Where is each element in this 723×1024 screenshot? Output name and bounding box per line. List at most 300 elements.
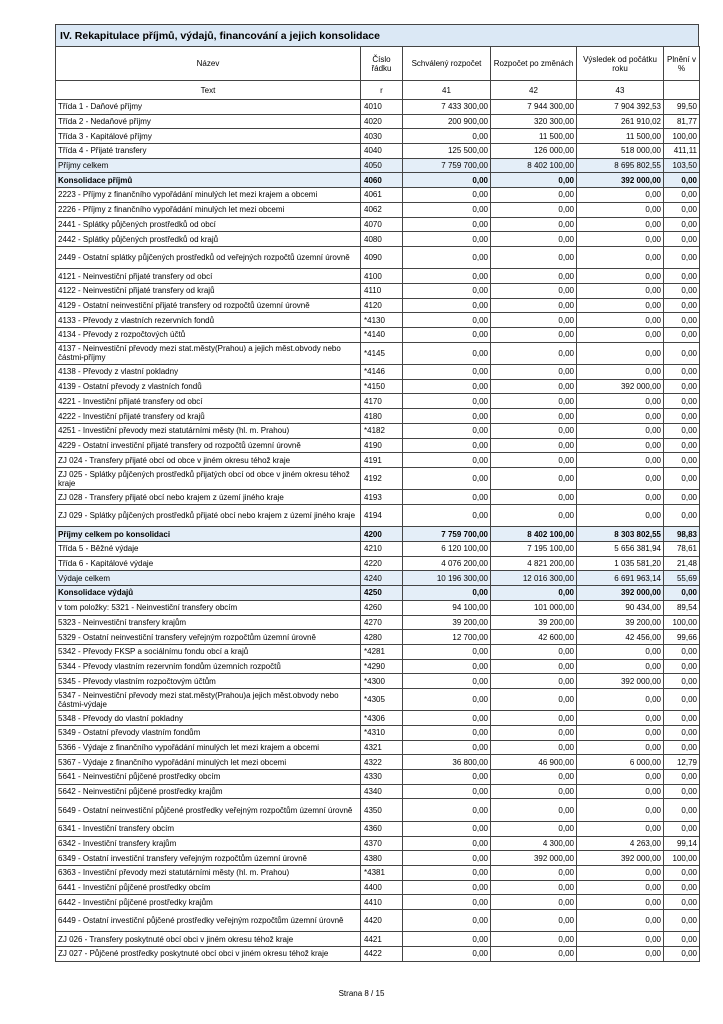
row-revised: 0,00	[491, 394, 577, 409]
row-approved: 0,00	[403, 784, 491, 799]
row-result: 0,00	[577, 726, 664, 741]
row-name: 4129 - Ostatní neinvestiční přijaté transfery od rozpočtů územní úrovně	[56, 298, 361, 313]
row-revised: 0,00	[491, 328, 577, 343]
row-approved: 0,00	[403, 232, 491, 247]
row-result: 0,00	[577, 467, 664, 489]
table-row	[56, 821, 700, 836]
row-approved: 0,00	[403, 674, 491, 689]
row-name: 4251 - Investiční převody mezi statutárními městy (hl. m. Prahou)	[56, 423, 361, 438]
subheader-cell: Text	[56, 81, 361, 100]
row-name: Třída 6 - Kapitálové výdaje	[56, 556, 361, 571]
row-percent: 0,00	[664, 490, 700, 505]
table-row	[56, 527, 700, 542]
table-row	[56, 158, 700, 173]
row-result: 261 910,02	[577, 114, 664, 129]
row-result: 0,00	[577, 298, 664, 313]
page-footer: Strana 8 / 15	[338, 989, 385, 998]
row-code: 4180	[361, 409, 403, 424]
row-percent: 0,00	[664, 674, 700, 689]
table-row	[56, 202, 700, 217]
row-code: *4381	[361, 865, 403, 880]
col-header-revised: Rozpočet po změnách	[491, 47, 577, 81]
recap-table	[55, 46, 700, 962]
row-result: 5 656 381,94	[577, 542, 664, 557]
table-row	[56, 298, 700, 313]
row-percent: 12,79	[664, 755, 700, 770]
row-result: 0,00	[577, 821, 664, 836]
row-revised: 320 300,00	[491, 114, 577, 129]
row-code: *4300	[361, 674, 403, 689]
row-revised: 0,00	[491, 740, 577, 755]
row-percent: 0,00	[664, 202, 700, 217]
row-revised: 0,00	[491, 932, 577, 947]
row-name: 4133 - Převody z vlastních rezervních fondů	[56, 313, 361, 328]
row-code: 4210	[361, 542, 403, 557]
row-result: 0,00	[577, 328, 664, 343]
row-percent: 0,00	[664, 423, 700, 438]
row-revised: 0,00	[491, 438, 577, 453]
row-percent: 0,00	[664, 688, 700, 710]
row-result: 8 695 802,55	[577, 158, 664, 173]
row-percent: 0,00	[664, 217, 700, 232]
row-revised: 0,00	[491, 784, 577, 799]
row-revised: 0,00	[491, 298, 577, 313]
row-percent: 0,00	[664, 342, 700, 364]
row-code: 4040	[361, 144, 403, 159]
row-revised: 11 500,00	[491, 129, 577, 144]
row-percent: 0,00	[664, 644, 700, 659]
row-code: 4100	[361, 269, 403, 284]
row-percent: 100,00	[664, 851, 700, 866]
table-row	[56, 600, 700, 615]
row-percent: 0,00	[664, 365, 700, 380]
row-result: 0,00	[577, 932, 664, 947]
row-result: 0,00	[577, 799, 664, 821]
row-code: *4146	[361, 365, 403, 380]
row-code: *4290	[361, 659, 403, 674]
row-code: 4380	[361, 851, 403, 866]
row-revised: 0,00	[491, 947, 577, 962]
row-code: 4220	[361, 556, 403, 571]
row-revised: 0,00	[491, 379, 577, 394]
table-row	[56, 542, 700, 557]
row-result: 4 263,00	[577, 836, 664, 851]
row-revised: 126 000,00	[491, 144, 577, 159]
row-result: 8 303 802,55	[577, 527, 664, 542]
table-row	[56, 726, 700, 741]
row-result: 0,00	[577, 659, 664, 674]
row-revised: 0,00	[491, 423, 577, 438]
row-revised: 0,00	[491, 232, 577, 247]
row-revised: 39 200,00	[491, 615, 577, 630]
row-approved: 0,00	[403, 490, 491, 505]
row-approved: 0,00	[403, 188, 491, 203]
row-approved: 0,00	[403, 659, 491, 674]
row-percent: 0,00	[664, 659, 700, 674]
row-name: 5349 - Ostatní převody vlastním fondům	[56, 726, 361, 741]
row-percent: 0,00	[664, 328, 700, 343]
row-code: 4080	[361, 232, 403, 247]
row-approved: 0,00	[403, 246, 491, 268]
row-name: 4139 - Ostatní převody z vlastních fondů	[56, 379, 361, 394]
row-approved: 39 200,00	[403, 615, 491, 630]
row-result: 11 500,00	[577, 129, 664, 144]
row-percent: 0,00	[664, 409, 700, 424]
table-row	[56, 851, 700, 866]
row-code: 4090	[361, 246, 403, 268]
row-result: 0,00	[577, 409, 664, 424]
row-code: 4010	[361, 100, 403, 115]
row-result: 0,00	[577, 490, 664, 505]
row-name: 4138 - Převody z vlastní pokladny	[56, 365, 361, 380]
row-approved: 0,00	[403, 880, 491, 895]
row-percent: 0,00	[664, 269, 700, 284]
row-result: 0,00	[577, 232, 664, 247]
row-result: 0,00	[577, 644, 664, 659]
row-approved: 0,00	[403, 895, 491, 910]
row-result: 90 434,00	[577, 600, 664, 615]
table-row	[56, 313, 700, 328]
row-code: 4350	[361, 799, 403, 821]
row-revised: 101 000,00	[491, 600, 577, 615]
row-name: 5649 - Ostatní neinvestiční půjčené prostředky veřejným rozpočtům územní úrovně	[56, 799, 361, 821]
subheader-cell	[664, 81, 700, 100]
row-result: 0,00	[577, 269, 664, 284]
row-name: 5323 - Neinvestiční transfery krajům	[56, 615, 361, 630]
row-name: 4222 - Investiční přijaté transfery od krajů	[56, 409, 361, 424]
row-percent: 99,14	[664, 836, 700, 851]
row-code: 4193	[361, 490, 403, 505]
row-name: ZJ 024 - Transfery přijaté obcí od obce v jiném okresu téhož kraje	[56, 453, 361, 468]
row-code: 4340	[361, 784, 403, 799]
table-row	[56, 688, 700, 710]
row-percent: 55,69	[664, 571, 700, 586]
row-result: 0,00	[577, 423, 664, 438]
row-percent: 0,00	[664, 895, 700, 910]
row-code: 4061	[361, 188, 403, 203]
row-code: 4200	[361, 527, 403, 542]
row-name: 5641 - Neinvestiční půjčené prostředky obcím	[56, 770, 361, 785]
row-code: 4194	[361, 504, 403, 526]
row-code: 4110	[361, 283, 403, 298]
row-result: 0,00	[577, 880, 664, 895]
row-percent: 103,50	[664, 158, 700, 173]
table-row	[56, 114, 700, 129]
row-revised: 0,00	[491, 674, 577, 689]
row-result: 0,00	[577, 784, 664, 799]
row-name: Konsolidace příjmů	[56, 173, 361, 188]
row-percent: 0,00	[664, 799, 700, 821]
row-approved: 0,00	[403, 851, 491, 866]
row-code: 4260	[361, 600, 403, 615]
row-percent: 0,00	[664, 726, 700, 741]
row-code: 4070	[361, 217, 403, 232]
row-result: 392 000,00	[577, 173, 664, 188]
row-revised: 4 300,00	[491, 836, 577, 851]
row-approved: 0,00	[403, 586, 491, 601]
table-row	[56, 880, 700, 895]
row-name: 6349 - Ostatní investiční transfery veřejným rozpočtům územní úrovně	[56, 851, 361, 866]
col-header-code: Číslo řádku	[361, 47, 403, 81]
table-row	[56, 615, 700, 630]
row-code: 4370	[361, 836, 403, 851]
row-revised: 0,00	[491, 726, 577, 741]
row-code: *4182	[361, 423, 403, 438]
row-result: 0,00	[577, 865, 664, 880]
col-header-percent: Plnění v %	[664, 47, 700, 81]
row-code: 4400	[361, 880, 403, 895]
table-row	[56, 556, 700, 571]
row-result: 39 200,00	[577, 615, 664, 630]
row-result: 0,00	[577, 453, 664, 468]
row-percent: 0,00	[664, 770, 700, 785]
row-result: 7 904 392,53	[577, 100, 664, 115]
row-name: 4221 - Investiční přijaté transfery od obcí	[56, 394, 361, 409]
row-approved: 0,00	[403, 409, 491, 424]
row-revised: 0,00	[491, 644, 577, 659]
row-approved: 200 900,00	[403, 114, 491, 129]
row-code: 4120	[361, 298, 403, 313]
row-percent: 0,00	[664, 865, 700, 880]
col-header-result: Výsledek od počátku roku	[577, 47, 664, 81]
row-approved: 0,00	[403, 504, 491, 526]
row-approved: 0,00	[403, 947, 491, 962]
table-row	[56, 571, 700, 586]
table-row	[56, 100, 700, 115]
row-approved: 0,00	[403, 342, 491, 364]
row-name: 5347 - Neinvestiční převody mezi stat.městy(Prahou)a jejich měst.obvody nebo částmi-výdaje	[56, 688, 361, 710]
row-revised: 8 402 100,00	[491, 527, 577, 542]
col-header-name: Název	[56, 47, 361, 81]
row-percent: 0,00	[664, 504, 700, 526]
row-result: 42 456,00	[577, 630, 664, 645]
row-percent: 21,48	[664, 556, 700, 571]
row-name: Konsolidace výdajů	[56, 586, 361, 601]
row-revised: 4 821 200,00	[491, 556, 577, 571]
row-approved: 0,00	[403, 932, 491, 947]
row-percent: 0,00	[664, 711, 700, 726]
row-name: Třída 4 - Přijaté transfery	[56, 144, 361, 159]
row-percent: 0,00	[664, 246, 700, 268]
row-name: 6441 - Investiční půjčené prostředky obcím	[56, 880, 361, 895]
row-name: 4137 - Neinvestiční převody mezi stat.městy(Prahou) a jejich měst.obvody nebo částmi-příjmy	[56, 342, 361, 364]
row-code: 4421	[361, 932, 403, 947]
row-revised: 46 900,00	[491, 755, 577, 770]
row-percent: 0,00	[664, 232, 700, 247]
row-name: Příjmy celkem	[56, 158, 361, 173]
row-result: 0,00	[577, 246, 664, 268]
row-name: 5342 - Převody FKSP a sociálnímu fondu obcí a krajů	[56, 644, 361, 659]
row-name: Třída 1 - Daňové příjmy	[56, 100, 361, 115]
table-row	[56, 283, 700, 298]
row-code: 4170	[361, 394, 403, 409]
row-percent: 0,00	[664, 947, 700, 962]
row-percent: 0,00	[664, 467, 700, 489]
table-row	[56, 644, 700, 659]
subheader-cell: r	[361, 81, 403, 100]
table-row	[56, 711, 700, 726]
row-code: 4360	[361, 821, 403, 836]
row-approved: 0,00	[403, 770, 491, 785]
row-result: 392 000,00	[577, 851, 664, 866]
row-name: 5348 - Převody do vlastní pokladny	[56, 711, 361, 726]
section-title: IV. Rekapitulace příjmů, výdajů, financování a jejich konsolidace	[55, 24, 699, 46]
row-percent: 0,00	[664, 394, 700, 409]
table-row	[56, 865, 700, 880]
row-revised: 0,00	[491, 865, 577, 880]
row-code: 4321	[361, 740, 403, 755]
row-result: 0,00	[577, 394, 664, 409]
row-approved: 12 700,00	[403, 630, 491, 645]
row-percent: 0,00	[664, 173, 700, 188]
row-approved: 0,00	[403, 269, 491, 284]
row-approved: 0,00	[403, 394, 491, 409]
row-name: 2223 - Příjmy z finančního vypořádání minulých let mezi krajem a obcemi	[56, 188, 361, 203]
row-name: Výdaje celkem	[56, 571, 361, 586]
row-revised: 0,00	[491, 688, 577, 710]
row-revised: 392 000,00	[491, 851, 577, 866]
row-result: 0,00	[577, 365, 664, 380]
table-row	[56, 659, 700, 674]
row-revised: 0,00	[491, 711, 577, 726]
row-result: 0,00	[577, 217, 664, 232]
row-revised: 0,00	[491, 467, 577, 489]
row-revised: 0,00	[491, 217, 577, 232]
row-revised: 0,00	[491, 895, 577, 910]
row-revised: 0,00	[491, 246, 577, 268]
row-approved: 0,00	[403, 365, 491, 380]
row-code: *4140	[361, 328, 403, 343]
row-revised: 0,00	[491, 313, 577, 328]
row-result: 6 000,00	[577, 755, 664, 770]
row-name: 5366 - Výdaje z finančního vypořádání minulých let mezi krajem a obcemi	[56, 740, 361, 755]
row-approved: 0,00	[403, 298, 491, 313]
row-name: 6449 - Ostatní investiční půjčené prostředky veřejným rozpočtům územní úrovně	[56, 909, 361, 931]
table-row	[56, 784, 700, 799]
row-percent: 78,61	[664, 542, 700, 557]
row-code: 4250	[361, 586, 403, 601]
row-name: Třída 2 - Nedaňové příjmy	[56, 114, 361, 129]
subheader-cell: 41	[403, 81, 491, 100]
row-approved: 0,00	[403, 726, 491, 741]
table-row	[56, 909, 700, 931]
table-row	[56, 379, 700, 394]
row-revised: 0,00	[491, 202, 577, 217]
row-percent: 89,54	[664, 600, 700, 615]
row-name: 5642 - Neinvestiční půjčené prostředky krajům	[56, 784, 361, 799]
row-result: 518 000,00	[577, 144, 664, 159]
row-name: ZJ 026 - Transfery poskytnuté obcí obci v jiném okresu téhož kraje	[56, 932, 361, 947]
row-revised: 0,00	[491, 821, 577, 836]
row-revised: 0,00	[491, 188, 577, 203]
row-revised: 0,00	[491, 770, 577, 785]
row-code: 4280	[361, 630, 403, 645]
row-percent: 0,00	[664, 453, 700, 468]
row-code: 4270	[361, 615, 403, 630]
row-result: 392 000,00	[577, 379, 664, 394]
table-row	[56, 173, 700, 188]
row-result: 0,00	[577, 283, 664, 298]
table-row	[56, 770, 700, 785]
row-name: ZJ 027 - Půjčené prostředky poskytnuté obcí obci v jiném okresu téhož kraje	[56, 947, 361, 962]
row-revised: 0,00	[491, 453, 577, 468]
row-revised: 0,00	[491, 586, 577, 601]
row-name: 5345 - Převody vlastním rozpočtovým účtům	[56, 674, 361, 689]
row-name: v tom položky: 5321 - Neinvestiční transfery obcím	[56, 600, 361, 615]
row-percent: 81,77	[664, 114, 700, 129]
table-row	[56, 586, 700, 601]
row-approved: 0,00	[403, 467, 491, 489]
table-row	[56, 740, 700, 755]
row-name: 2442 - Splátky půjčených prostředků od krajů	[56, 232, 361, 247]
row-percent: 98,83	[664, 527, 700, 542]
row-percent: 100,00	[664, 615, 700, 630]
row-revised: 0,00	[491, 342, 577, 364]
row-result: 0,00	[577, 895, 664, 910]
header-row	[56, 47, 700, 81]
table-row	[56, 932, 700, 947]
row-name: ZJ 025 - Splátky půjčených prostředků přijatých obcí od obce v jiném okresu téhož kraje	[56, 467, 361, 489]
table-row	[56, 269, 700, 284]
row-approved: 0,00	[403, 328, 491, 343]
row-name: 2441 - Splátky půjčených prostředků od obcí	[56, 217, 361, 232]
row-approved: 0,00	[403, 836, 491, 851]
table-row	[56, 423, 700, 438]
row-code: *4306	[361, 711, 403, 726]
row-approved: 0,00	[403, 821, 491, 836]
row-approved: 125 500,00	[403, 144, 491, 159]
row-code: 4192	[361, 467, 403, 489]
table-row	[56, 755, 700, 770]
subheader-cell: 42	[491, 81, 577, 100]
row-percent: 0,00	[664, 438, 700, 453]
table-row	[56, 453, 700, 468]
row-revised: 8 402 100,00	[491, 158, 577, 173]
row-revised: 42 600,00	[491, 630, 577, 645]
row-percent: 0,00	[664, 298, 700, 313]
row-result: 0,00	[577, 909, 664, 931]
row-code: 4330	[361, 770, 403, 785]
row-percent: 0,00	[664, 932, 700, 947]
table-row	[56, 630, 700, 645]
row-code: *4281	[361, 644, 403, 659]
row-approved: 10 196 300,00	[403, 571, 491, 586]
row-percent: 0,00	[664, 586, 700, 601]
row-code: *4145	[361, 342, 403, 364]
row-name: 6363 - Investiční převody mezi statutárními městy (hl. m. Prahou)	[56, 865, 361, 880]
row-percent: 0,00	[664, 909, 700, 931]
row-code: 4420	[361, 909, 403, 931]
row-approved: 0,00	[403, 423, 491, 438]
row-approved: 0,00	[403, 217, 491, 232]
row-name: 4134 - Převody z rozpočtových účtů	[56, 328, 361, 343]
row-approved: 94 100,00	[403, 600, 491, 615]
row-result: 0,00	[577, 740, 664, 755]
row-revised: 0,00	[491, 659, 577, 674]
row-percent: 0,00	[664, 313, 700, 328]
row-revised: 0,00	[491, 880, 577, 895]
row-code: 4422	[361, 947, 403, 962]
row-code: *4130	[361, 313, 403, 328]
row-code: 4240	[361, 571, 403, 586]
table-row	[56, 467, 700, 489]
row-name: 4122 - Neinvestiční přijaté transfery od krajů	[56, 283, 361, 298]
row-approved: 0,00	[403, 688, 491, 710]
row-name: Příjmy celkem po konsolidaci	[56, 527, 361, 542]
row-revised: 12 016 300,00	[491, 571, 577, 586]
row-percent: 0,00	[664, 821, 700, 836]
row-name: Třída 3 - Kapitálové příjmy	[56, 129, 361, 144]
